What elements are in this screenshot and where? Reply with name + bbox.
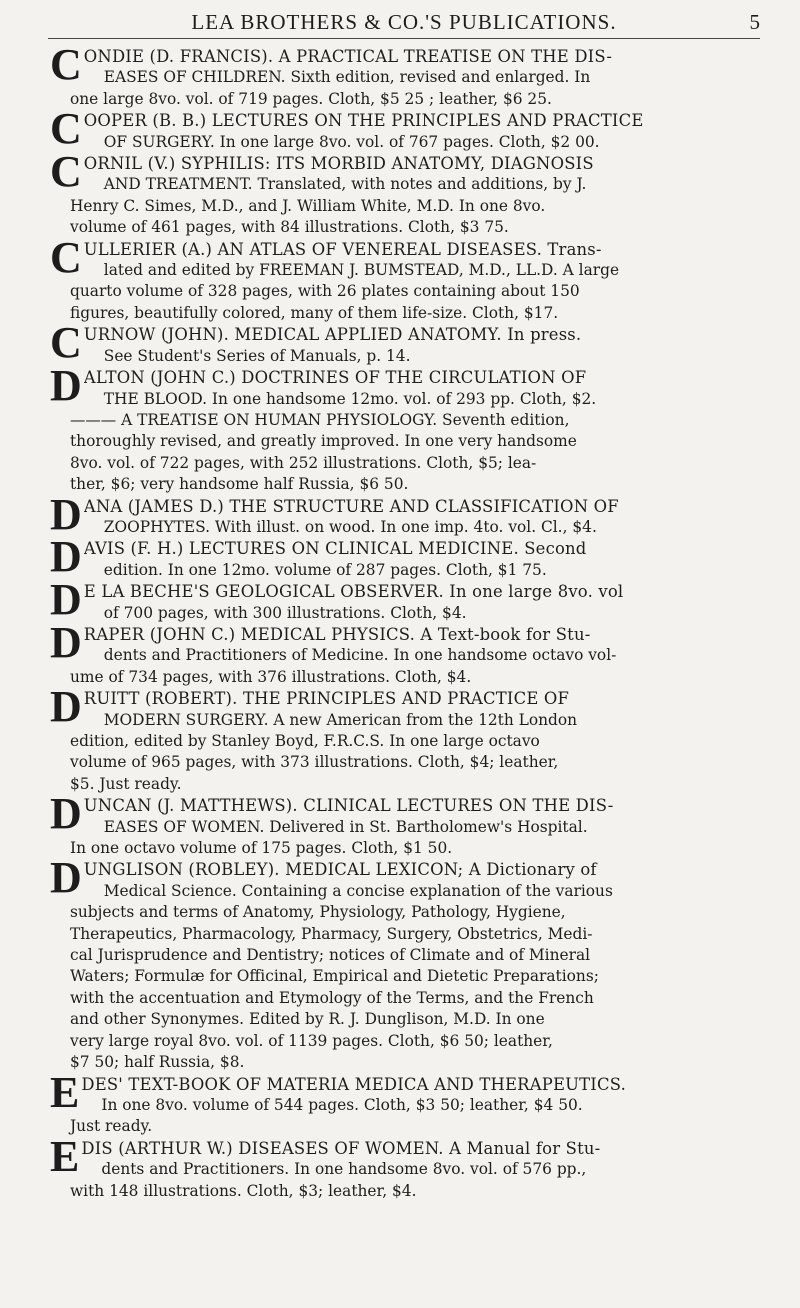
catalog-entry	[50, 575, 760, 625]
entry-text-line: ZOOPHYTES. With illust. on wood. In one imp. 4to. vol. Cl., $4.	[103, 517, 597, 536]
drop-cap: D	[50, 575, 82, 625]
entry-text-line: one large 8vo. vol. of 719 pages. Cloth, $5 25 ; leather, $6 25.	[70, 89, 552, 108]
entry-text-line: quarto volume of 328 pages, with 26 plates containing about 150	[70, 282, 580, 301]
entry-heading-line: ALTON (JOHN C.) DOCTRINES OF THE CIRCULATION OF	[83, 368, 587, 388]
entry-text-line: Waters; Formulæ for Officinal, Empirical and Dietetic Preparations;	[70, 967, 599, 986]
entry-text-line: cal Jurisprudence and Dentistry; notices of Climate and of Mineral	[70, 946, 591, 965]
entry-text-line: See Student's Series of Manuals, p. 14.	[103, 346, 411, 365]
catalog-entry	[50, 232, 760, 325]
catalog-entry	[50, 532, 760, 582]
entry-heading-line: AVIS (F. H.) LECTURES ON CLINICAL MEDICINE. Second	[83, 539, 587, 559]
drop-cap: D	[50, 853, 82, 903]
entry-text-line: volume of 965 pages, with 373 illustrations. Cloth, $4; leather,	[70, 753, 559, 772]
drop-cap: D	[50, 361, 82, 411]
entry-text-line: volume of 461 pages, with 84 illustrations. Cloth, $3 75.	[70, 218, 509, 237]
entry-text-line: Medical Science. Containing a concise explanation of the various	[103, 881, 613, 900]
catalog-entry	[50, 147, 760, 239]
drop-cap: C	[50, 104, 82, 154]
drop-cap: D	[50, 682, 82, 732]
drop-cap: C	[50, 40, 82, 89]
catalog-entry	[50, 853, 760, 1073]
entry-text-line: MODERN SURGERY. A new American from the 12th London	[103, 710, 578, 729]
entry-text-line: In one octavo volume of 175 pages. Cloth, $1 50.	[70, 839, 453, 858]
entry-heading-line: UNCAN (J. MATTHEWS). CLINICAL LECTURES ON THE DIS-	[83, 796, 614, 816]
entry-text-line: edition. In one 12mo. volume of 287 pages. Cloth, $1 75.	[103, 560, 547, 579]
entry-heading-line: ANA (JAMES D.) THE STRUCTURE AND CLASSIFICATION OF	[83, 496, 619, 516]
entry-text-line: of 700 pages, with 300 illustrations. Cloth, $4.	[103, 603, 467, 622]
entry-heading-line: ORNIL (V.) SYPHILIS: ITS MORBID ANATOMY, DIAGNOSIS	[83, 154, 594, 174]
catalog-entry	[50, 1131, 760, 1202]
entry-text-line: ume of 734 pages, with 376 illustrations. Cloth, $4.	[70, 667, 472, 686]
drop-cap: E	[50, 1131, 80, 1181]
entry-heading-line: RAPER (JOHN C.) MEDICAL PHYSICS. A Text-book for Stu-	[83, 624, 591, 644]
entry-text-line: Therapeutics, Pharmacology, Pharmacy, Surgery, Obstetrics, Medi-	[70, 924, 593, 943]
entry-text-line: EASES OF WOMEN. Delivered in St. Bartholomew's Hospital.	[103, 817, 588, 836]
drop-cap: D	[50, 532, 82, 582]
drop-cap: C	[50, 147, 82, 197]
entry-text-line: figures, beautifully colored, many of them life-size. Cloth, $17.	[70, 303, 559, 322]
entry-heading-line: URNOW (JOHN). MEDICAL APPLIED ANATOMY. In press.	[83, 325, 582, 345]
page-number: 5	[749, 10, 760, 34]
catalog-entry	[50, 489, 760, 539]
drop-cap: D	[50, 489, 82, 539]
entry-text-line: lated and edited by FREEMAN J. BUMSTEAD, M.D., LL.D. A large	[103, 261, 620, 280]
drop-cap: D	[50, 617, 82, 667]
catalog-entry	[50, 40, 760, 110]
catalog-entry	[50, 682, 760, 795]
entry-text-line: dents and Practitioners of Medicine. In one handsome octavo vol-	[103, 646, 617, 665]
entry-text-line: $7 50; half Russia, $8.	[70, 1053, 245, 1072]
entry-text-line: OF SURGERY. In one large 8vo. vol. of 767 pages. Cloth, $2 00.	[103, 132, 600, 151]
catalog-entry	[50, 361, 760, 495]
catalog-entry	[50, 617, 760, 688]
entry-text-line: EASES OF CHILDREN. Sixth edition, revised and enlarged. In	[103, 68, 591, 87]
drop-cap: D	[50, 789, 82, 839]
entry-text-line: with 148 illustrations. Cloth, $3; leather, $4.	[70, 1181, 417, 1200]
catalog-entry	[50, 104, 760, 154]
running-header	[48, 8, 760, 39]
entry-text-line: with the accentuation and Etymology of the Terms, and the French	[70, 988, 594, 1007]
entry-text-line: Henry C. Simes, M.D., and J. William White, M.D. In one 8vo.	[70, 196, 546, 215]
drop-cap: E	[50, 1067, 80, 1117]
entry-text-line: In one 8vo. volume of 544 pages. Cloth, $3 50; leather, $4 50.	[101, 1095, 583, 1114]
entry-heading-line: ULLERIER (A.) AN ATLAS OF VENEREAL DISEASES. Trans-	[83, 239, 602, 259]
publication-list	[50, 40, 760, 1202]
entry-text-line: 8vo. vol. of 722 pages, with 252 illustrations. Cloth, $5; lea-	[70, 453, 537, 472]
entry-text-line: THE BLOOD. In one handsome 12mo. vol. of 293 pp. Cloth, $2.	[103, 389, 597, 408]
page-title: LEA BROTHERS & CO.'S PUBLICATIONS.	[191, 10, 617, 34]
entry-heading-line: DIS (ARTHUR W.) DISEASES OF WOMEN. A Manual for Stu-	[81, 1138, 601, 1158]
drop-cap: C	[50, 318, 82, 368]
entry-heading-line: ONDIE (D. FRANCIS). A PRACTICAL TREATISE ON THE DIS-	[83, 47, 613, 66]
entry-heading-line: DES' TEXT-BOOK OF MATERIA MEDICA AND THERAPEUTICS.	[81, 1074, 626, 1094]
entry-heading-line: RUITT (ROBERT). THE PRINCIPLES AND PRACTICE OF	[83, 689, 570, 709]
entry-heading-line: UNGLISON (ROBLEY). MEDICAL LEXICON; A Dictionary of	[83, 860, 597, 880]
entry-text-line: thoroughly revised, and greatly improved. In one very handsome	[70, 432, 577, 451]
entry-text-line: AND TREATMENT. Translated, with notes and additions, by J.	[103, 175, 587, 194]
catalog-entry	[50, 318, 760, 368]
entry-text-line: and other Synonymes. Edited by R. J. Dunglison, M.D. In one	[70, 1010, 545, 1029]
entry-text-line: ——— A TREATISE ON HUMAN PHYSIOLOGY. Seventh edition,	[70, 410, 570, 429]
catalog-entry	[50, 789, 760, 859]
entry-text-line: Just ready.	[70, 1117, 153, 1136]
drop-cap: C	[50, 232, 82, 282]
entry-text-line: very large royal 8vo. vol. of 1139 pages. Cloth, $6 50; leather,	[70, 1031, 553, 1050]
entry-heading-line: OOPER (B. B.) LECTURES ON THE PRINCIPLES AND PRACTICE	[83, 111, 644, 131]
entry-text-line: ther, $6; very handsome half Russia, $6 50.	[70, 475, 409, 494]
entry-text-line: dents and Practitioners. In one handsome 8vo. vol. of 576 pp.,	[101, 1160, 587, 1179]
entry-text-line: subjects and terms of Anatomy, Physiology, Pathology, Hygiene,	[70, 903, 566, 922]
catalog-entry	[50, 1067, 760, 1138]
entry-text-line: $5. Just ready.	[70, 774, 182, 793]
entry-heading-line: E LA BECHE'S GEOLOGICAL OBSERVER. In one large 8vo. vol	[83, 582, 624, 602]
entry-text-line: edition, edited by Stanley Boyd, F.R.C.S. In one large octavo	[70, 732, 540, 750]
